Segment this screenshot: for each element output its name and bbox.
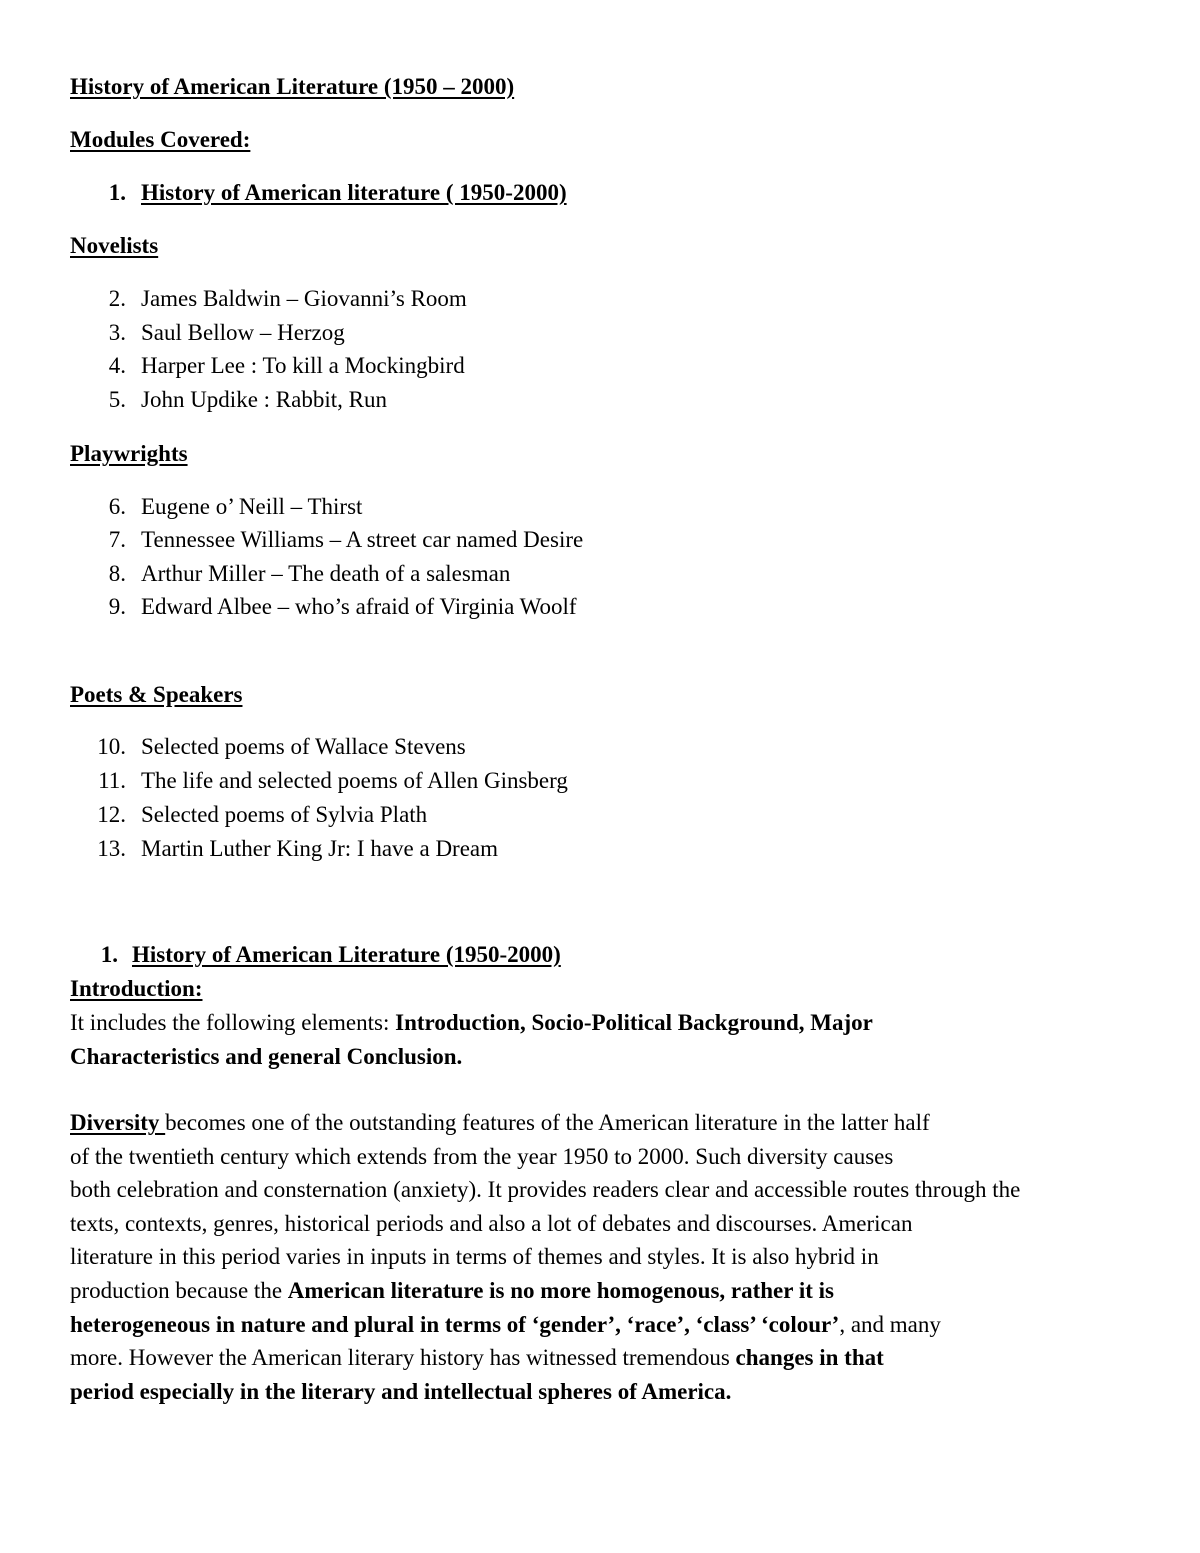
section-title: History of American Literature (1950-2000)	[132, 942, 561, 967]
list-number: 8.	[108, 561, 126, 586]
paragraph-emphasis: American literature is no more homogenous, rather it is	[287, 1277, 834, 1303]
list-number: 11.	[98, 768, 126, 793]
list-text: Selected poems of Wallace Stevens	[141, 734, 466, 759]
list-number: 6.	[108, 494, 126, 519]
list-number: 5.	[108, 387, 126, 412]
paragraph-line	[70, 1308, 1140, 1342]
paragraph-emphasis: heterogeneous in nature and plural in terms of ‘gender’, ‘race’, ‘class’ ‘colour’	[70, 1311, 840, 1337]
novelists-heading: Novelists	[70, 233, 159, 258]
paragraph-text: production because the	[70, 1277, 288, 1303]
list-number: 3.	[108, 320, 126, 345]
list-text: Martin Luther King Jr: I have a Dream	[141, 836, 499, 861]
introduction-line	[70, 1008, 873, 1038]
list-number: 7.	[108, 527, 126, 552]
paragraph-line	[70, 1274, 1140, 1308]
list-text: Harper Lee : To kill a Mockingbird	[141, 353, 465, 378]
list-text: Tennessee Williams – A street car named Desire	[141, 527, 584, 552]
list-text: Edward Albee – who’s afraid of Virginia Woolf	[141, 594, 577, 619]
introduction-heading: Introduction:	[70, 976, 203, 1001]
paragraph-text: more. However the American literary history has witnessed tremendous	[70, 1345, 736, 1371]
paragraph-text: , and many	[839, 1311, 941, 1337]
list-number: 1.	[108, 180, 126, 205]
list-text: Selected poems of Sylvia Plath	[141, 802, 428, 827]
paragraph-text: becomes one of the outstanding features of the American literature in the latter half	[165, 1110, 930, 1135]
list-text: Arthur Miller – The death of a salesman	[141, 561, 511, 586]
diversity-keyword: Diversity	[70, 1110, 166, 1135]
playwrights-heading: Playwrights	[70, 441, 188, 466]
introduction-lead: It includes the following elements:	[70, 1010, 396, 1035]
list-number: 13.	[97, 836, 126, 861]
list-text: Eugene o’ Neill – Thirst	[141, 494, 363, 519]
paragraph-line: of the twentieth century which extends from the year 1950 to 2000. Such diversity causes	[70, 1143, 894, 1169]
list-text: James Baldwin – Giovanni’s Room	[141, 286, 467, 311]
list-text: The life and selected poems of Allen Ginsberg	[141, 768, 568, 793]
list-number: 10.	[97, 734, 126, 759]
list-text: Saul Bellow – Herzog	[141, 320, 345, 345]
poets-heading: Poets & Speakers	[70, 682, 243, 707]
list-number: 4.	[108, 353, 126, 378]
document-title: History of American Literature (1950 – 2000)	[70, 74, 515, 99]
diversity-paragraph	[70, 1106, 1140, 1408]
paragraph-emphasis: changes in that	[735, 1345, 884, 1371]
paragraph-line: texts, contexts, genres, historical periods and also a lot of debates and discourses. American	[70, 1210, 913, 1236]
paragraph-line: period especially in the literary and intellectual spheres of America.	[70, 1378, 732, 1404]
list-number: 12.	[97, 802, 126, 827]
list-text: History of American literature ( 1950-2000)	[141, 180, 567, 205]
list-text: John Updike : Rabbit, Run	[141, 387, 387, 412]
paragraph-line	[70, 1106, 1140, 1140]
paragraph-line: both celebration and consternation (anxiety). It provides readers clear and accessible routes through the	[70, 1177, 1021, 1203]
section-number: 1.	[100, 942, 118, 967]
introduction-elements: Introduction, Socio-Political Background, Major	[395, 1010, 873, 1035]
paragraph-line: literature in this period varies in inputs in terms of themes and styles. It is also hybrid in	[70, 1244, 879, 1270]
list-number: 2.	[108, 286, 126, 311]
paragraph-line	[70, 1341, 1140, 1375]
modules-heading: Modules Covered:	[70, 127, 251, 152]
introduction-elements-cont: Characteristics and general Conclusion.	[70, 1044, 463, 1069]
list-number: 9.	[108, 594, 126, 619]
